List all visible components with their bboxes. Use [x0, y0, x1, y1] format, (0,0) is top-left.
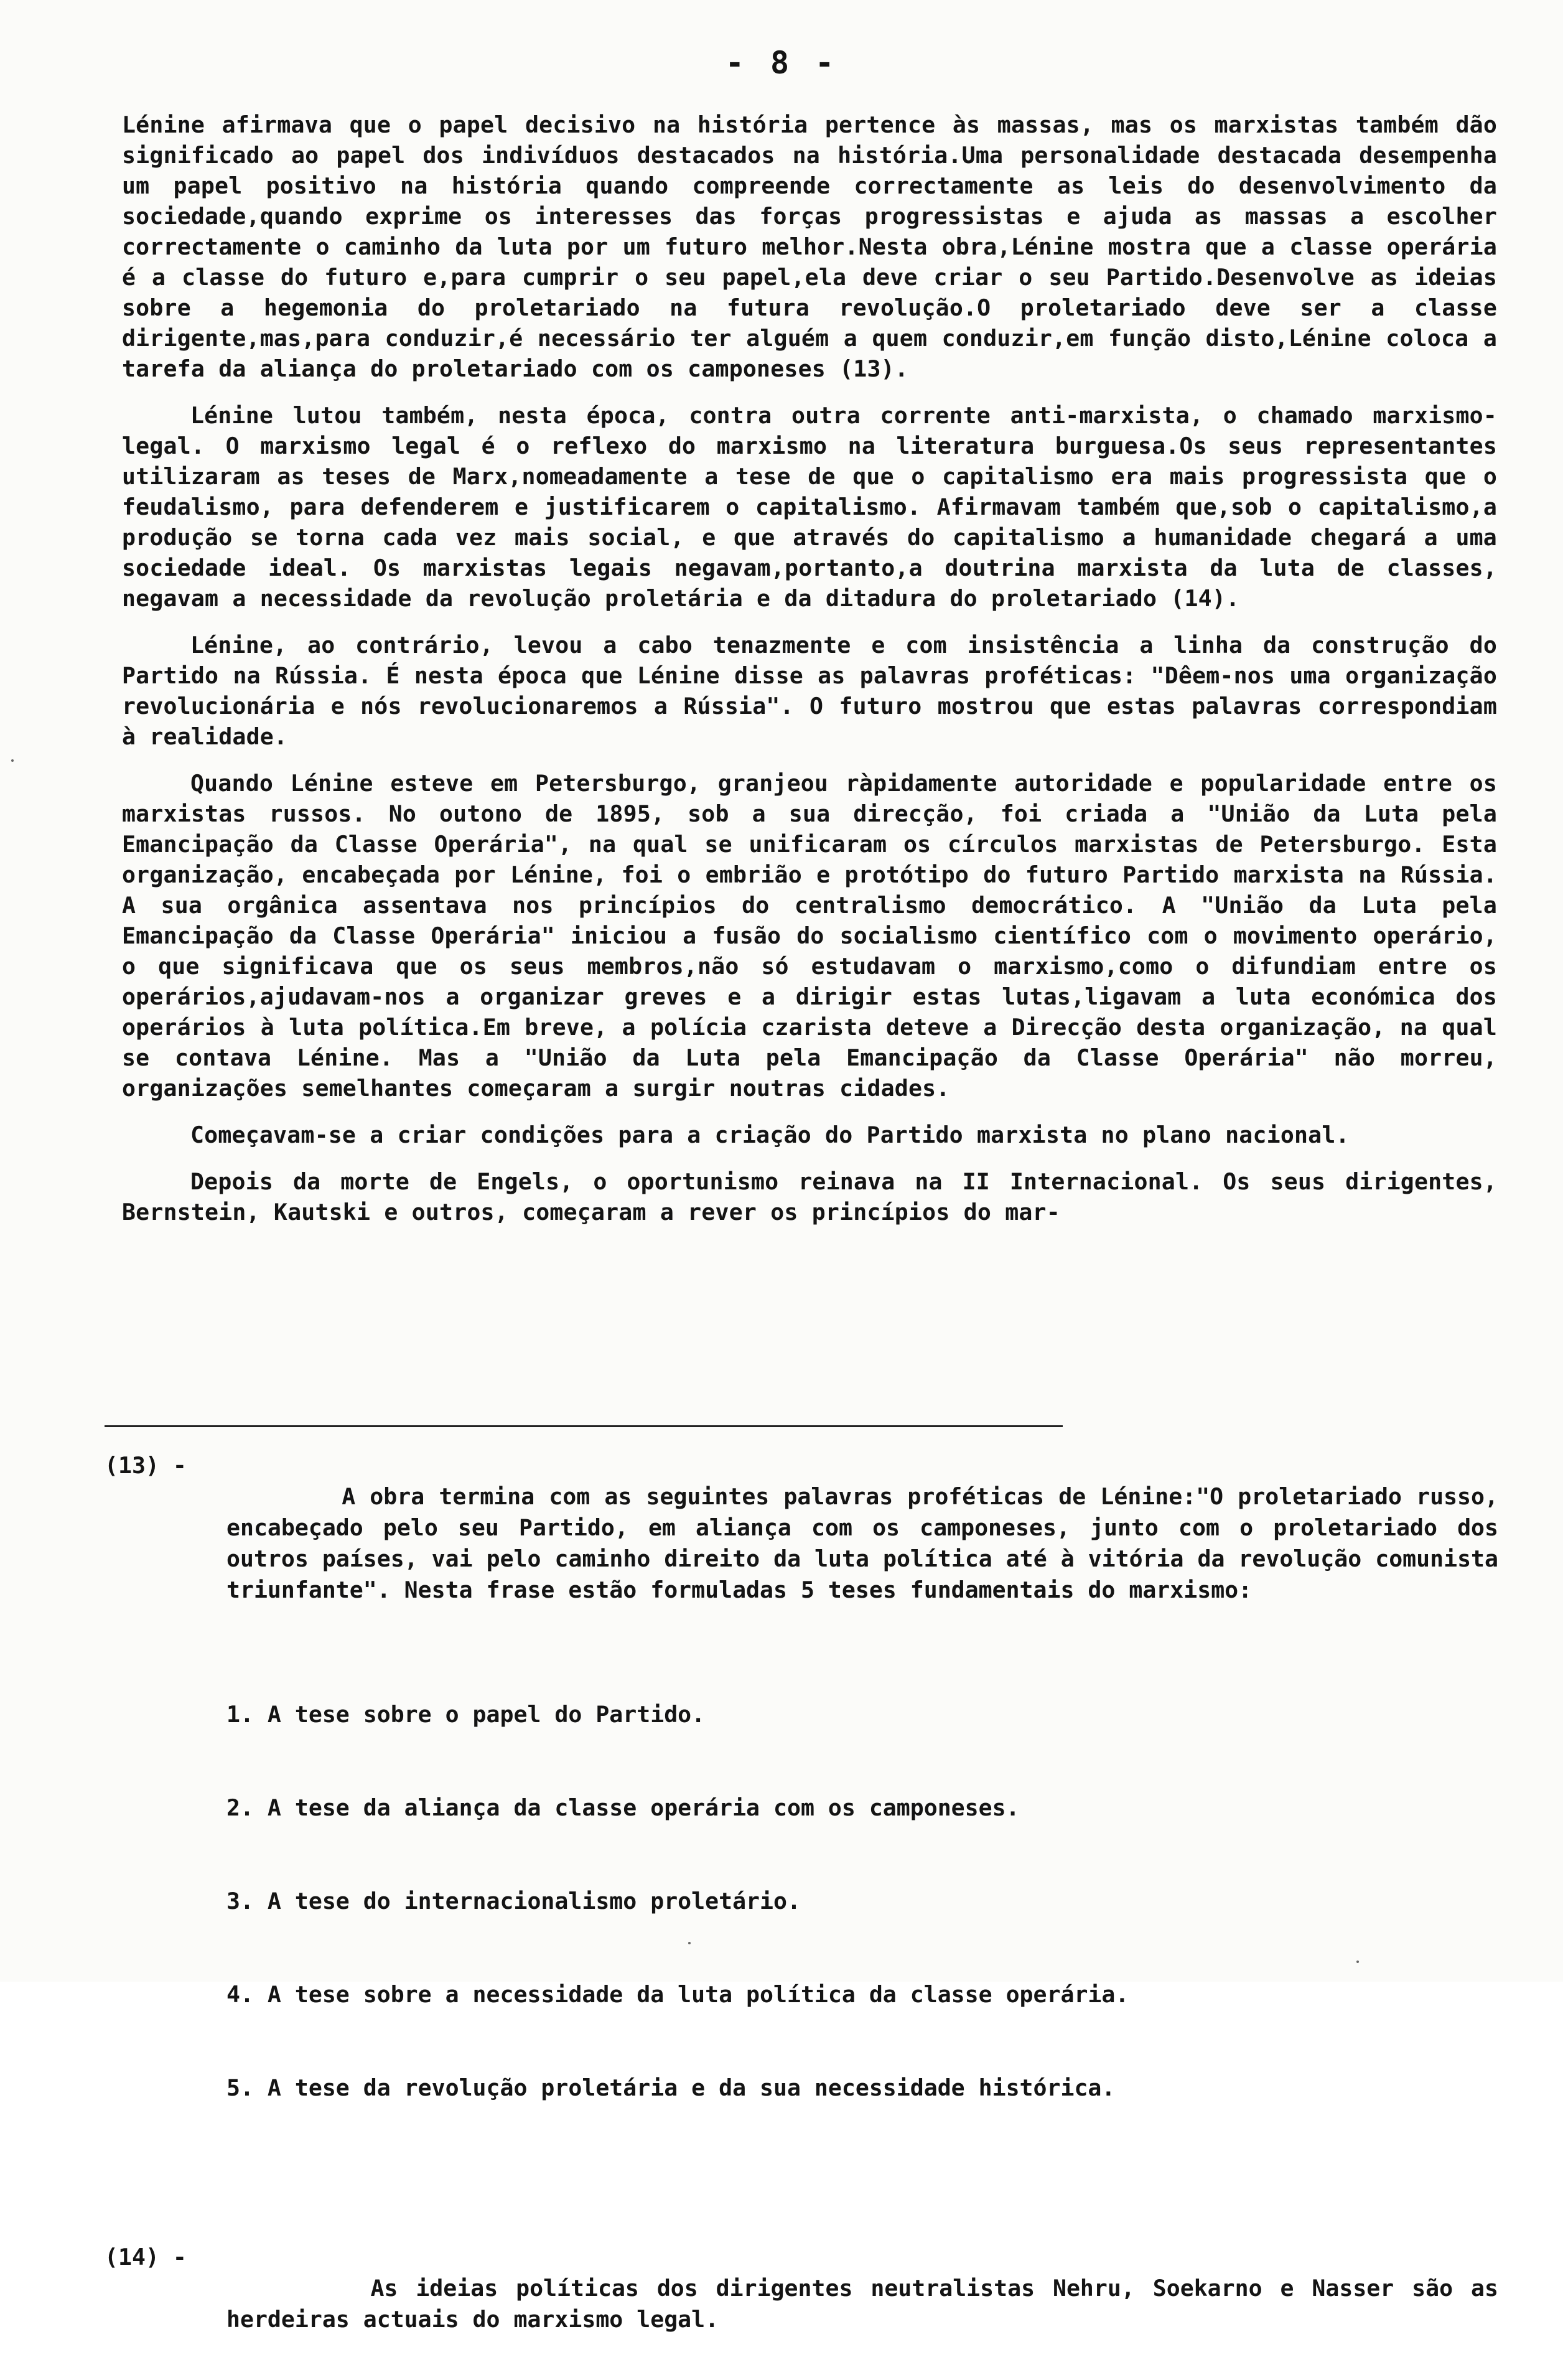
footnote-text: A obra termina com as seguintes palavras proféticas de Lénine:"O proletariado russo, encabeçado pelo seu Partido, em aliança com os camponeses, junto com o proletariado dos outros países, vai pelo caminho direito da luta política até à vitória da revolução comunista triunfante". Nesta frase estão formuladas 5 teses fundamentais do marxismo: — [226, 1483, 1512, 1603]
footnote-14 — [105, 2242, 1512, 2366]
paragraph-4: Quando Lénine esteve em Petersburgo, granjeou ràpidamente autoridade e popularidade entre os marxistas russos. No outono de 1895, sob a sua direcção, foi criada a "União da Luta pela Emancipação da Classe Operária", na qual se unificaram os círculos marxistas de Petersburgo. Esta organização, encabeçada por Lénine, foi o embrião e protótipo do futuro Partido marxista na Rússia. A sua orgânica assentava nos princípios do centralismo democrático. A "União da Luta pela Emancipação da Classe Operária" iniciou a fusão do socialismo científico com o movimento operário, o que significava que os seus membros,não só estudavam o marxismo,como o difundiam entre os operários,ajudavam-nos a organizar greves e a dirigir estas lutas,ligavam a luta económica dos operários à luta política.Em breve, a polícia czarista deteve a Direcção desta organização, na qual se contava Lénine. Mas a "União da Luta pela Emancipação da Classe Operária" não morreu, organizações semelhantes começaram a surgir noutras cidades. — [122, 770, 1511, 1102]
scan-speck — [1356, 1961, 1359, 1963]
page-number: - 8 - — [725, 45, 838, 81]
footnote-body — [226, 2242, 1512, 2366]
paragraph-1: Lénine afirmava que o papel decisivo na história pertence às massas, mas os marxistas também dão significado ao papel dos indivíduos destacados na história.Uma personalidade destacada desempenha um papel positivo na história quando compreende correctamente as leis do desenvolvimento da sociedade,quando exprime os interesses das forças progressistas e ajuda as massas a escolher correctamente o caminho da luta por um futuro melhor.Nesta obra,Lénine mostra que a classe operária é a classe do futuro e,para cumprir o seu papel,ela deve criar o seu Partido.Desenvolve as ideias sobre a hegemonia do proletariado na futura revolução.O proletariado deve ser a classe dirigente,mas,para conduzir,é necessário ter alguém a quem conduzir,em função disto,Lénine coloca a tarefa da aliança do proletariado com os camponeses (13). — [122, 111, 1511, 382]
footnotes — [105, 1450, 1512, 2380]
footnote-marker: (14) - — [105, 2244, 187, 2270]
footnote-separator — [105, 1425, 1063, 1427]
paragraph-3: Lénine, ao contrário, levou a cabo tenazmente e com insistência a linha da construção do Partido na Rússia. É nesta época que Lénine disse as palavras proféticas: "Dêem-nos uma organização revolucionária e nós revolucionaremos a Rússia". O futuro mostrou que estas palavras correspondiam à realidade. — [122, 632, 1511, 750]
footnote-list-item: 2. A tese da aliança da classe operária com os camponeses. — [226, 1794, 1020, 1821]
footnote-13 — [105, 1450, 1512, 2228]
body-text — [122, 110, 1511, 1244]
footnote-body — [226, 1450, 1512, 2228]
footnote-marker: (13) - — [105, 1452, 187, 1479]
footnote-list-item: 3. A tese do internacionalismo proletário. — [226, 1888, 801, 1914]
scan-speck — [11, 759, 14, 762]
paragraph-6: Depois da morte de Engels, o oportunismo reinava na II Internacional. Os seus dirigentes, Bernstein, Kautski e outros, começaram a rever os princípios do mar- — [122, 1168, 1511, 1225]
footnote-list-item: 1. A tese sobre o papel do Partido. — [226, 1701, 706, 1728]
paragraph-5: Começavam-se a criar condições para a criação do Partido marxista no plano nacional. — [190, 1122, 1350, 1148]
footnote-list-item: 4. A tese sobre a necessidade da luta política da classe operária. — [226, 1981, 1129, 2008]
scan-speck — [688, 1942, 691, 1944]
footnote-list — [226, 1637, 1498, 2166]
paragraph-2: Lénine lutou também, nesta época, contra outra corrente anti-marxista, o chamado marxismo-legal. O marxismo legal é o reflexo do marxismo na literatura burguesa.Os seus representantes utilizaram as teses de Marx,nomeadamente a tese de que o capitalismo era mais progressista que o feudalismo, para defenderem e justificarem o capitalismo. Afirmavam também que,sob o capitalismo,a produção se torna cada vez mais social, e que através do capitalismo a humanidade chegará a uma sociedade ideal. Os marxistas legais negavam,portanto,a doutrina marxista da luta de classes, negavam a necessidade da revolução proletária e da ditadura do proletariado (14). — [122, 402, 1511, 612]
footnote-text: As ideias políticas dos dirigentes neutralistas Nehru, Soekarno e Nasser são as herdeiras actuais do marxismo legal. — [226, 2275, 1512, 2333]
footnote-list-item: 5. A tese da revolução proletária e da sua necessidade histórica. — [226, 2074, 1116, 2101]
